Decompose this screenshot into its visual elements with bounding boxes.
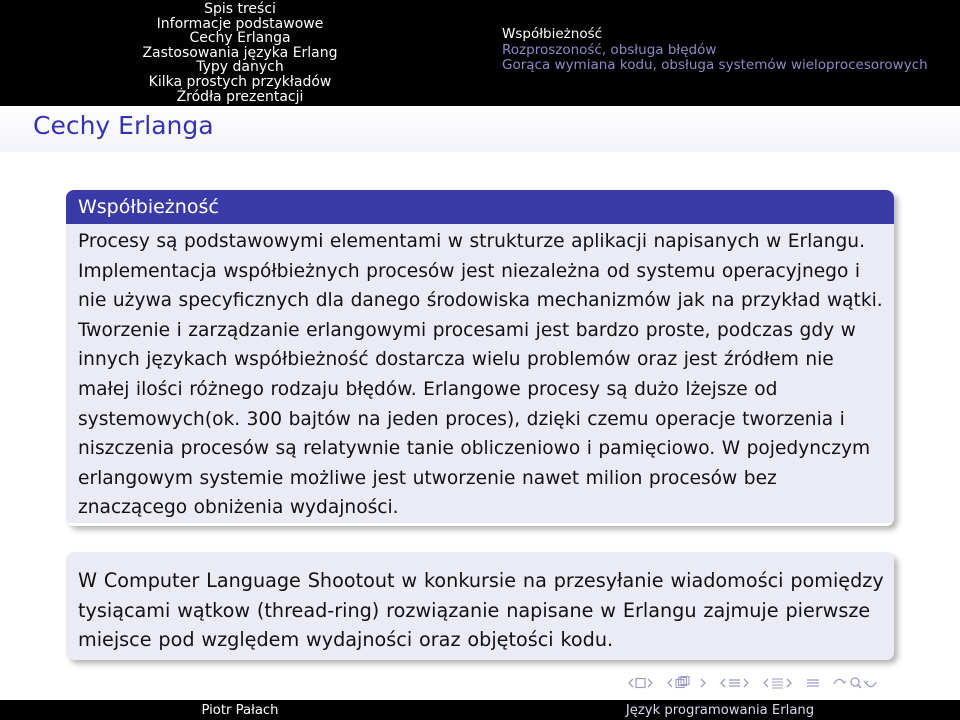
subsection-navigation (480, 0, 960, 106)
section-link-applications[interactable]: Zastosowania języka Erlang (142, 44, 338, 61)
frame-title-bar (0, 106, 960, 152)
frame-title: Cechy Erlanga (33, 111, 214, 140)
header-navigation (0, 0, 960, 106)
align-icon[interactable] (806, 676, 820, 690)
block-body: Procesy są podstawowymi elementami w strukturze aplikacji napisanych w Erlangu. Implementacja współbieżnych procesów jest niezależna od systemu operacyjnego i nie używa specyficznych dla danego środowiska mechanizmów jak na przykład wątki. Tworzenie i zarządzanie erlangowymi procesami jest bardzo proste, podczas gdy w innych językach współbieżność dostarcza wielu problemów oraz jest źródłem nie małej ilości różnego rodzaju błędów. Erlangowe procesy są dużo lżejsze od systemowych(ok. 300 bajtów na jeden proces), dzięki czemu operacje tworzenia i niszczenia procesów są relatywnie tanie obliczeniowo i pamięciowo. W pojedynczym erlangowym systemie możliwe jest utworzenie nawet milion procesów bez znaczącego obniżenia wydajności. (66, 224, 894, 523)
subsection-link-distribution[interactable]: Rozproszoność, obsługa błędów (502, 41, 717, 58)
section-link-examples[interactable]: Kilka prostych przykładów (148, 73, 332, 90)
concurrency-block (66, 190, 894, 526)
slide-back-icon[interactable] (667, 676, 707, 690)
section-back-icon[interactable] (763, 676, 793, 690)
subsection-back-icon[interactable] (720, 676, 750, 690)
section-link-basics[interactable]: Informacje podstawowe (156, 15, 324, 32)
subsection-link-hot-code-swap[interactable]: Gorąca wymiana kodu, obsługa systemów wieloprocesorowych (502, 57, 928, 73)
section-link-sources[interactable]: Źródła prezentacji (176, 88, 304, 105)
navigation-symbols (628, 674, 887, 692)
section-link-toc[interactable]: Spis treści (204, 1, 276, 17)
shootout-block (66, 552, 894, 660)
block-body: W Computer Language Shootout w konkursie na przesyłanie wiadomości pomiędzy tysiącami wątkow (thread-ring) rozwiązanie napisane w Erlangu zajmuje pierwsze miejsce pod względem wydajności oraz objętości kodu. (66, 552, 894, 660)
footer-author: Piotr Pałach (201, 702, 279, 718)
footer (0, 700, 960, 720)
section-link-features[interactable]: Cechy Erlanga (189, 30, 291, 47)
section-navigation (0, 0, 480, 106)
subsection-link-current[interactable]: Współbieżność (502, 26, 603, 42)
block-title: Współbieżność (66, 190, 894, 224)
section-link-data-types[interactable]: Typy danych (196, 59, 284, 76)
footer-title: Język programowania Erlang (625, 702, 815, 718)
frame-back-icon[interactable] (628, 676, 654, 690)
search-zoom-icon[interactable] (833, 676, 877, 690)
